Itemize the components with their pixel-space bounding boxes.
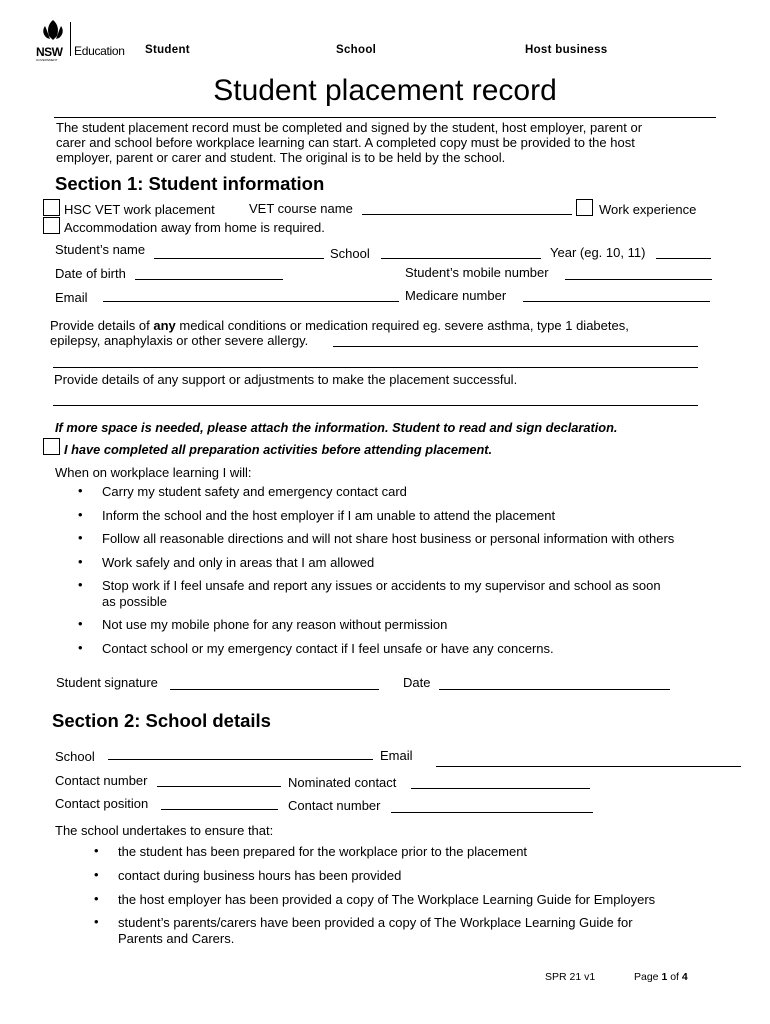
year-label: Year (eg. 10, 11) — [550, 245, 646, 260]
bullet-dot: • — [78, 640, 83, 655]
preparation-checkbox[interactable] — [43, 438, 60, 455]
bullet-dot: • — [94, 914, 99, 929]
logo-nsw-text: NSW — [36, 45, 63, 59]
vet-course-field[interactable] — [362, 201, 572, 215]
student-bullet-3: Follow all reasonable directions and will not share host business or personal information with others — [102, 531, 675, 546]
intro-line-2: carer and school before workplace learning can start. A completed copy must be provided to the host — [56, 135, 635, 150]
medical-prompt-line-1 — [50, 318, 629, 333]
nominated-contact-field[interactable] — [411, 776, 590, 789]
accommodation-label: Accommodation away from home is required. — [64, 220, 325, 235]
contact-number-2-label: Contact number — [288, 798, 381, 813]
medicare-field[interactable] — [523, 289, 710, 302]
medical-field-1[interactable] — [333, 334, 698, 347]
student-date-label: Date — [403, 675, 431, 690]
logo-government-text: GOVERNMENT — [36, 58, 58, 62]
medical-prompt-line-2: epilepsy, anaphylaxis or other severe allergy. — [50, 333, 309, 348]
nominated-contact-label: Nominated contact — [288, 775, 397, 790]
email-label: Email — [55, 290, 88, 305]
hsc-vet-label: HSC VET work placement — [64, 202, 215, 217]
footer-code: SPR 21 v1 — [545, 971, 596, 983]
school-bullet-1: the student has been prepared for the workplace prior to the placement — [118, 844, 528, 859]
footer-page-total: 4 — [681, 971, 688, 983]
waratah-icon — [36, 18, 70, 42]
bullet-dot: • — [78, 554, 83, 569]
undertakes-label: The school undertakes to ensure that: — [55, 823, 274, 838]
medical-field-2[interactable] — [53, 355, 698, 368]
medicare-label: Medicare number — [405, 288, 507, 303]
space-note: If more space is needed, please attach the information. Student to read and sign declaration. — [55, 420, 618, 435]
student-date-field[interactable] — [439, 677, 670, 690]
intro-line-1: The student placement record must be completed and signed by the student, host employer, parent or — [56, 120, 643, 135]
bullet-dot: • — [78, 577, 83, 592]
school-bullet-2: contact during business hours has been provided — [118, 868, 402, 883]
school-email-field[interactable] — [436, 754, 741, 767]
school-email-label: Email — [380, 748, 413, 763]
section2-heading: Section 2: School details — [52, 710, 271, 731]
footer-page-mid: of — [667, 971, 682, 983]
contact-position-field[interactable] — [161, 797, 278, 810]
header-student: Student — [145, 44, 190, 56]
student-bullet-2: Inform the school and the host employer if I am unable to attend the placement — [102, 508, 556, 523]
nsw-logo — [36, 18, 70, 62]
student-bullet-4: Work safely and only in areas that I am allowed — [102, 555, 375, 570]
student-bullet-5: Stop work if I feel unsafe and report any issues or accidents to my supervisor and school as soon — [102, 578, 661, 593]
intro-line-3: employer, parent or carer and student. The original is to be held by the school. — [56, 150, 506, 165]
dob-label: Date of birth — [55, 266, 126, 281]
school-bullet-4-cont: Parents and Carers. — [118, 931, 235, 946]
logo-divider — [70, 22, 71, 56]
logo-education: Education — [74, 44, 125, 58]
mobile-field[interactable] — [565, 267, 712, 280]
bullet-dot: • — [78, 483, 83, 498]
support-label: Provide details of any support or adjustments to make the placement successful. — [54, 372, 518, 387]
student-bullet-6: Not use my mobile phone for any reason without permission — [102, 617, 448, 632]
email-field[interactable] — [103, 289, 399, 302]
footer-page — [634, 971, 688, 983]
bullet-dot: • — [94, 867, 99, 882]
title-rule — [54, 117, 716, 118]
students-name-field[interactable] — [154, 246, 324, 259]
school-bullet-4: student’s parents/carers have been provided a copy of The Workplace Learning Guide for — [118, 915, 633, 930]
page-title: Student placement record — [213, 74, 557, 107]
mobile-label: Student’s mobile number — [405, 265, 549, 280]
header-host-business: Host business — [525, 44, 608, 56]
section1-heading: Section 1: Student information — [55, 173, 325, 194]
year-field[interactable] — [656, 246, 711, 259]
contact-number-field[interactable] — [157, 774, 281, 787]
contact-number-2-field[interactable] — [391, 800, 593, 813]
header-school: School — [336, 44, 377, 56]
school-name-field[interactable] — [108, 747, 373, 760]
vet-course-label: VET course name — [249, 201, 353, 216]
bullet-dot: • — [78, 507, 83, 522]
student-signature-label: Student signature — [56, 675, 158, 690]
work-experience-label: Work experience — [599, 202, 697, 217]
bullet-dot: • — [94, 891, 99, 906]
contact-number-label: Contact number — [55, 773, 148, 788]
medical-prompt-pre: Provide details of — [50, 318, 154, 333]
support-field[interactable] — [53, 393, 698, 406]
footer-page-pre: Page — [634, 971, 662, 983]
student-bullet-7: Contact school or my emergency contact if I feel unsafe or have any concerns. — [102, 641, 554, 656]
contact-position-label: Contact position — [55, 796, 149, 811]
dob-field[interactable] — [135, 267, 283, 280]
footer-page-num: 1 — [661, 971, 668, 983]
student-bullet-5-cont: as possible — [102, 594, 168, 609]
school-label: School — [330, 246, 370, 261]
student-signature-field[interactable] — [170, 677, 379, 690]
students-name-label: Student’s name — [55, 242, 146, 257]
bullet-dot: • — [78, 530, 83, 545]
work-experience-checkbox[interactable] — [576, 199, 593, 216]
preparation-label: I have completed all preparation activities before attending placement. — [64, 442, 493, 457]
bullet-dot: • — [94, 843, 99, 858]
school-bullet-3: the host employer has been provided a copy of The Workplace Learning Guide for Employers — [118, 892, 656, 907]
school-field[interactable] — [381, 246, 541, 259]
hsc-vet-checkbox[interactable] — [43, 199, 60, 216]
medical-prompt-bold: any — [153, 318, 176, 333]
accommodation-checkbox[interactable] — [43, 217, 60, 234]
school-name-label: School — [55, 749, 95, 764]
medical-prompt-post: medical conditions or medication required eg. severe asthma, type 1 diabetes, — [175, 318, 629, 333]
student-bullet-1: Carry my student safety and emergency contact card — [102, 484, 407, 499]
bullet-dot: • — [78, 616, 83, 631]
when-label: When on workplace learning I will: — [55, 465, 252, 480]
